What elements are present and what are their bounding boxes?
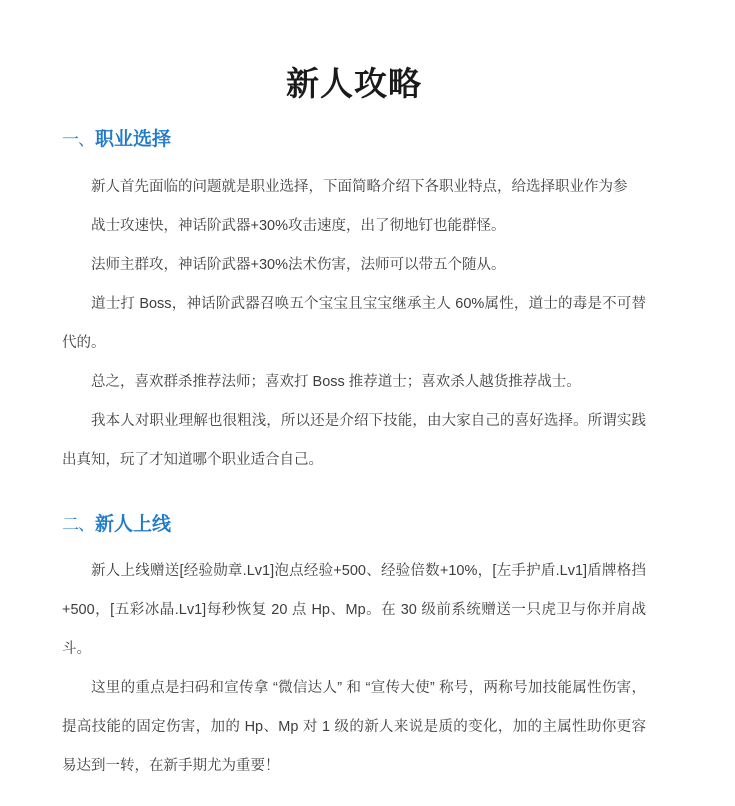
paragraph: 总之，喜欢群杀推荐法师；喜欢打 Boss 推荐道士；喜欢杀人越货推荐战士。 bbox=[91, 374, 581, 390]
paragraph: 战士攻速快，神话阶武器+30%攻击速度，出了彻地钉也能群怪。 bbox=[91, 218, 506, 234]
paragraph: 新人上线赠送[经验勋章.Lv1]泡点经验+500、经验倍数+10%，[左手护盾.Lv1]盾牌格挡+500，[五彩冰晶.Lv1]每秒恢复 20 点 Hp、Mp。在 30 级前系统赠送一只虎卫与你并肩战斗。 bbox=[62, 563, 646, 657]
paragraph: 这里的重点是扫码和宣传拿 “微信达人” 和 “宣传大使” 称号，两称号加技能属性伤害，提高技能的固定伤害，加的 Hp、Mp 对 1 级的新人来说是质的变化，加的主属性助你更容易达到一转，在新手期尤为重要！ bbox=[62, 680, 646, 774]
paragraph: 道士打 Boss，神话阶武器召唤五个宝宝且宝宝继承主人 60%属性，道士的毒是不可替代的。 bbox=[62, 296, 646, 351]
spacer bbox=[62, 480, 646, 490]
spacer bbox=[62, 786, 646, 806]
section-heading-1 bbox=[62, 105, 646, 156]
section-title-2: 新人上线 bbox=[95, 514, 172, 535]
page-title: 新人攻略 bbox=[286, 67, 422, 103]
section-number-1: 一、 bbox=[62, 130, 94, 149]
paragraph: 新人首先面临的问题就是职业选择，下面简略介绍下各职业特点，给选择职业作为参 bbox=[91, 179, 628, 195]
section-heading-2 bbox=[62, 490, 646, 541]
spacer bbox=[62, 541, 646, 552]
document-body bbox=[62, 0, 646, 806]
section-number-2: 二、 bbox=[62, 515, 94, 534]
paragraph: 我本人对职业理解也很粗浅，所以还是介绍下技能，由大家自己的喜好选择。所谓实践出真知，玩了才知道哪个职业适合自己。 bbox=[62, 413, 646, 468]
section-title-1: 职业选择 bbox=[95, 129, 172, 150]
paragraph: 法师主群攻，神话阶武器+30%法术伤害，法师可以带五个随从。 bbox=[91, 257, 506, 273]
spacer bbox=[62, 156, 646, 168]
